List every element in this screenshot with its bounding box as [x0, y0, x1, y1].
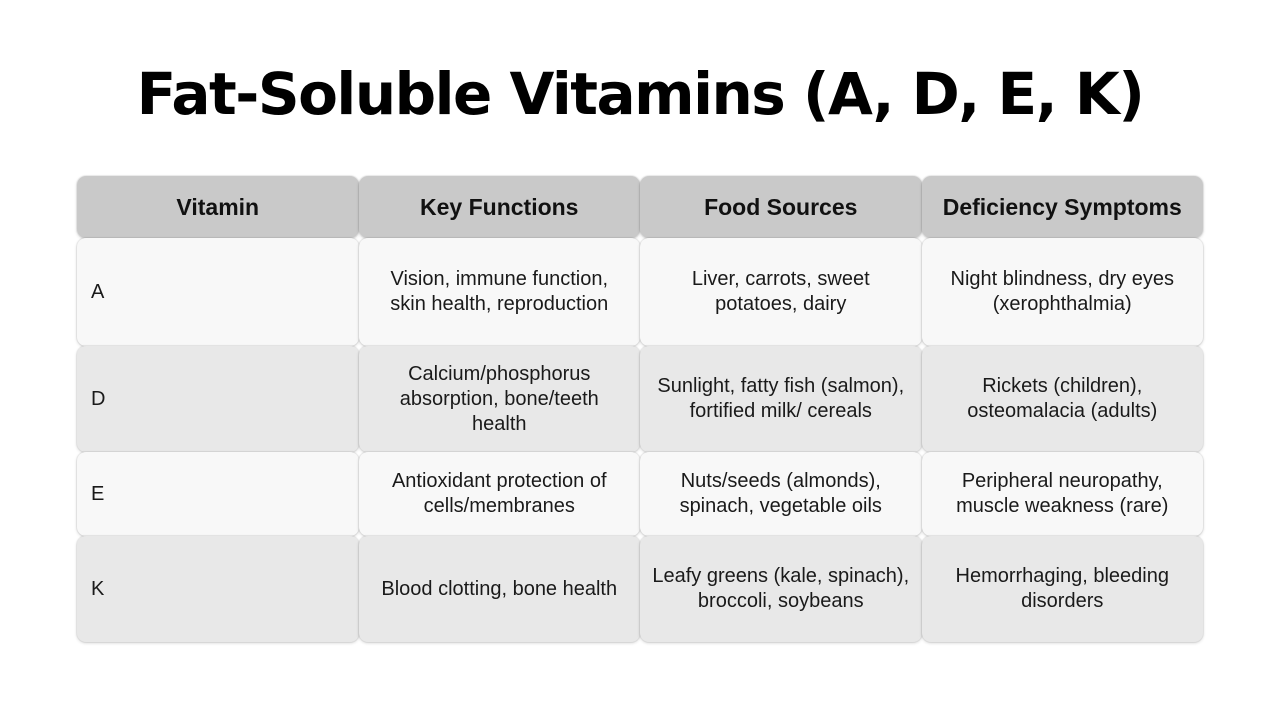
deficiency-cell: Rickets (children), osteomalacia (adults): [922, 346, 1204, 452]
vitamin-cell: A: [77, 238, 359, 346]
table-row: [77, 452, 1203, 536]
food-sources-cell: Leafy greens (kale, spinach), broccoli, soybeans: [640, 536, 922, 642]
food-sources-cell: Nuts/seeds (almonds), spinach, vegetable oils: [640, 452, 922, 536]
table-row: [77, 536, 1203, 642]
vitamin-cell: E: [77, 452, 359, 536]
table-row: [77, 346, 1203, 452]
deficiency-cell: Hemorrhaging, bleeding disorders: [922, 536, 1204, 642]
header-food-sources: Food Sources: [640, 176, 922, 238]
table-header-row: [77, 176, 1203, 238]
deficiency-cell: Peripheral neuropathy, muscle weakness (rare): [922, 452, 1204, 536]
header-deficiency-symptoms: Deficiency Symptoms: [922, 176, 1204, 238]
deficiency-cell: Night blindness, dry eyes (xerophthalmia): [922, 238, 1204, 346]
functions-cell: Blood clotting, bone health: [359, 536, 641, 642]
slide-title: Fat-Soluble Vitamins (A, D, E, K): [136, 60, 1144, 128]
functions-cell: Vision, immune function, skin health, reproduction: [359, 238, 641, 346]
food-sources-cell: Liver, carrots, sweet potatoes, dairy: [640, 238, 922, 346]
functions-cell: Calcium/phosphorus absorption, bone/teeth health: [359, 346, 641, 452]
functions-cell: Antioxidant protection of cells/membranes: [359, 452, 641, 536]
vitamin-table: [77, 176, 1203, 642]
header-key-functions: Key Functions: [359, 176, 641, 238]
vitamin-cell: D: [77, 346, 359, 452]
table-row: [77, 238, 1203, 346]
header-vitamin: Vitamin: [77, 176, 359, 238]
vitamin-cell: K: [77, 536, 359, 642]
food-sources-cell: Sunlight, fatty fish (salmon), fortified milk/ cereals: [640, 346, 922, 452]
